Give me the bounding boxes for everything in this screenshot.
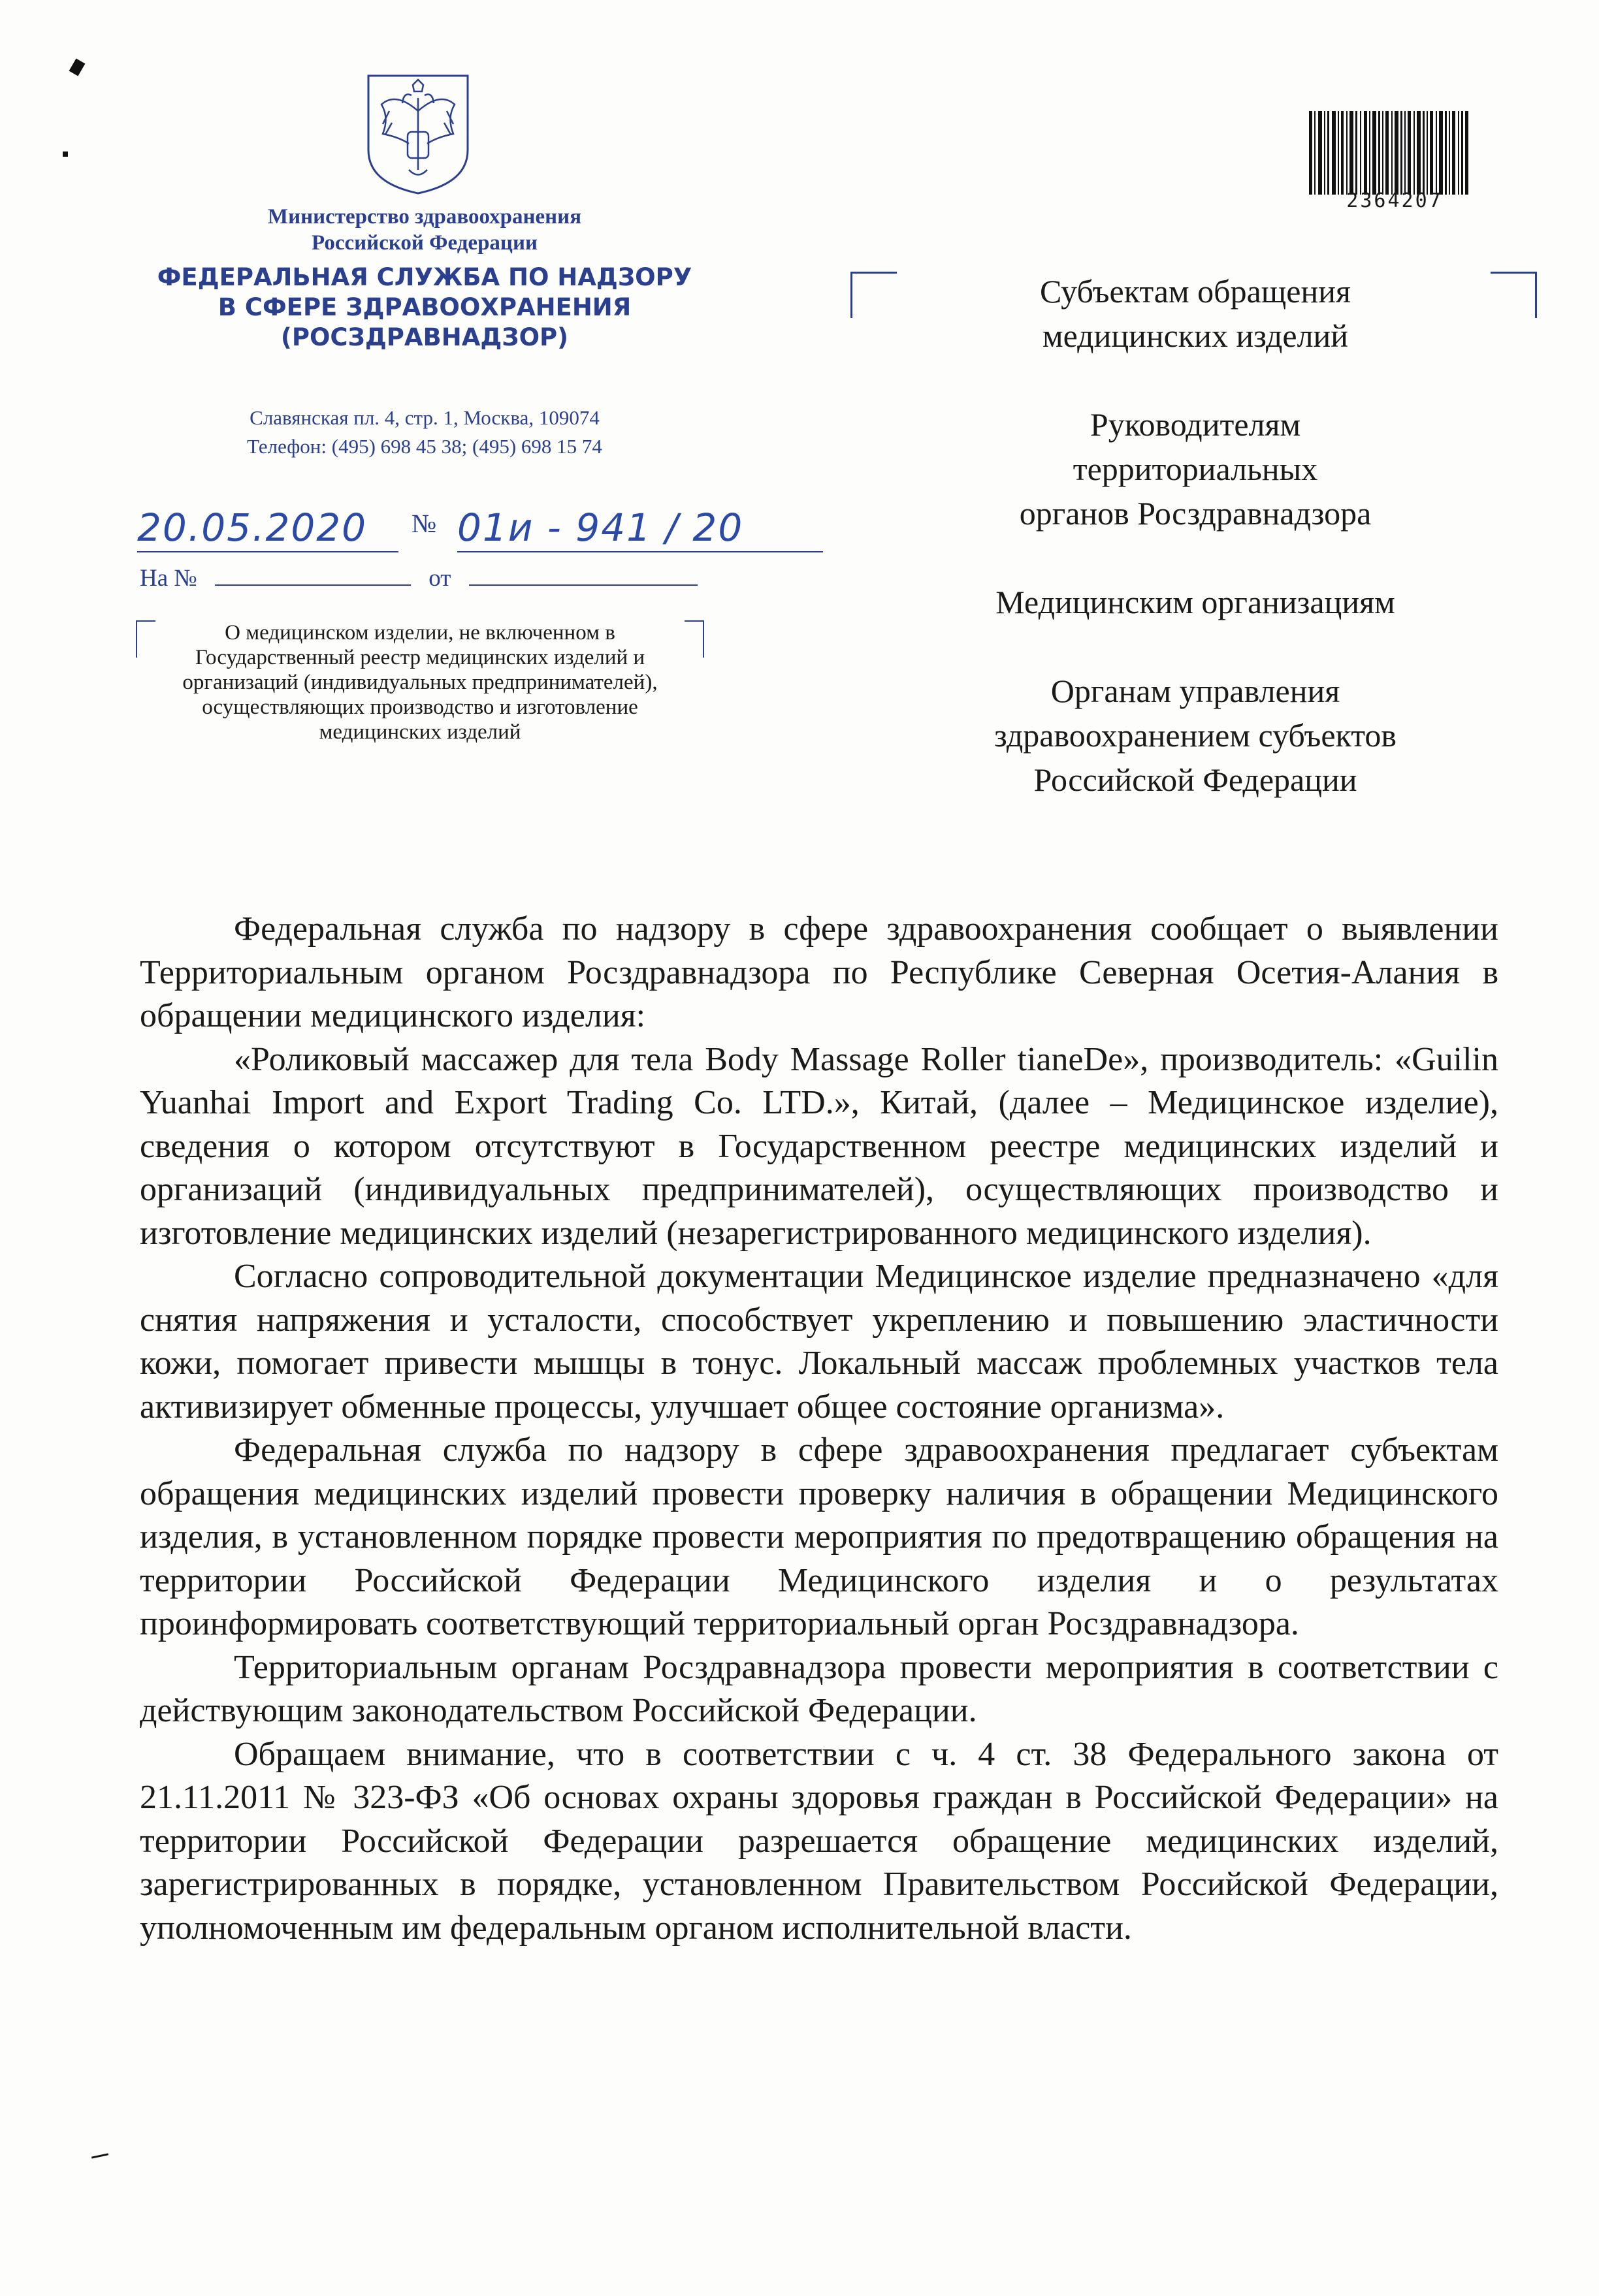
body-paragraph: Федеральная служба по надзору в сфере здравоохранения сообщает о выявлении Территориальным органом Росздравнадзора по Республике Северная Осетия-Алания в обращении медицинского изделия: bbox=[140, 910, 1498, 1034]
scan-speck bbox=[69, 58, 86, 76]
addressee-corner-left bbox=[850, 272, 897, 318]
body-paragraph: Федеральная служба по надзору в сфере здравоохранения предлагает субъектам обращения медицинских изделий провести проверку наличия в обращении Медицинского изделия, в установленном порядке провести мероприятия по предотвращению обращения на территории Российской Федерации Медицинского изделия и о результатах проинформировать соответствующий территориальный орган Росздравнадзора. bbox=[140, 1431, 1498, 1642]
from-label: от bbox=[428, 565, 451, 592]
addressee-group bbox=[914, 669, 1476, 802]
addressee-group bbox=[914, 402, 1476, 535]
body-paragraph: Обращаем внимание, что в соответствии с ч. 4 ст. 38 Федерального закона от 21.11.2011 № 323-ФЗ «Об основах охраны здоровья граждан в Российской Федерации» на территории Российской Федерации разрешается обращение медицинских изделий, зарегистрированных в порядке, установленном Правительством Российской Федерации, уполномоченным им федеральным органом исполнительной власти. bbox=[140, 1735, 1498, 1947]
ministry-line: Министерство здравоохранения bbox=[267, 205, 582, 229]
date-underline bbox=[137, 551, 398, 552]
subject-block bbox=[136, 620, 704, 744]
reply-reference-line bbox=[140, 564, 715, 592]
subject-corner-left bbox=[136, 620, 155, 658]
addressee-group bbox=[914, 269, 1476, 358]
addressee-line: Российской Федерации bbox=[1033, 761, 1357, 798]
scan-speck bbox=[91, 2153, 108, 2158]
addressee-line: медицинских изделий bbox=[1042, 317, 1349, 354]
addressee-block bbox=[914, 269, 1476, 846]
registration-number: 01и - 941 / 20 bbox=[457, 505, 744, 550]
service-line: ФЕДЕРАЛЬНАЯ СЛУЖБА ПО НАДЗОРУ bbox=[157, 263, 692, 291]
addressee-group bbox=[914, 580, 1476, 624]
registration-line bbox=[137, 494, 823, 559]
street-address: Славянская пл. 4, стр. 1, Москва, 109074 bbox=[250, 406, 600, 429]
coat-of-arms-emblem bbox=[363, 72, 473, 196]
number-underline bbox=[457, 551, 823, 552]
addressee-line: органов Росздравнадзора bbox=[1019, 495, 1372, 532]
phone-numbers: Телефон: (495) 698 45 38; (495) 698 15 74 bbox=[247, 435, 602, 458]
reply-date-blank bbox=[469, 566, 698, 586]
letter-body bbox=[140, 908, 1498, 1950]
sender-address bbox=[144, 404, 705, 461]
body-paragraph: Согласно сопроводительной документации Медицинское изделие предназначено «для снятия напряжения и усталости, способствует укреплению и повышению эластичности кожи, помогает привести мышцы в тонус. Локальный массаж проблемных участков тела активизирует обменные процессы, улучшает общее состояние организма». bbox=[140, 1258, 1498, 1426]
service-line: В СФЕРЕ ЗДРАВООХРАНЕНИЯ bbox=[218, 293, 632, 321]
addressee-line: Субъектам обращения bbox=[1040, 273, 1351, 310]
addressee-line: Руководителям bbox=[1090, 406, 1301, 443]
barcode-number: 2364207 bbox=[1346, 189, 1443, 212]
registration-date: 20.05.2020 bbox=[137, 505, 368, 550]
ministry-name bbox=[144, 204, 705, 256]
addressee-line: территориальных bbox=[1073, 451, 1318, 487]
addressee-line: Органам управления bbox=[1050, 673, 1340, 709]
addressee-line: Медицинским организациям bbox=[995, 584, 1395, 620]
barcode bbox=[1309, 111, 1468, 195]
subject-corner-right bbox=[685, 620, 704, 658]
service-name bbox=[118, 263, 732, 353]
ministry-line: Российской Федерации bbox=[312, 231, 538, 255]
letter-subject: О медицинском изделии, не включенном в Государственный реестр медицинских изделий и организаций (индивидуальных предпринимателей), осуществляющих производство и изготовление медицинских изделий bbox=[182, 621, 658, 744]
addressee-corner-right bbox=[1491, 272, 1537, 318]
scan-speck bbox=[63, 151, 68, 157]
service-line: (РОСЗДРАВНАДЗОР) bbox=[280, 323, 569, 351]
body-paragraph: «Роликовый массажер для тела Body Massage Roller tianeDe», производитель: «Guilin Yuanhai Import and Export Trading Co. LTD.», Китай, (далее – Медицинское изделие), сведения о котором отсутствуют в Государственном реестре медицинских изделий и организаций (индивидуальных предпринимателей), осуществляющих производство и изготовление медицинских изделий (незарегистрированного медицинского изделия). bbox=[140, 1040, 1498, 1252]
reply-number-blank bbox=[215, 566, 411, 586]
addressee-line: здравоохранением субъектов bbox=[993, 717, 1397, 754]
reply-to-label: На № bbox=[140, 565, 197, 592]
number-sign: № bbox=[412, 509, 437, 538]
body-paragraph: Территориальным органам Росздравнадзора провести мероприятия в соответствии с действующим законодательством Российской Федерации. bbox=[140, 1648, 1498, 1729]
